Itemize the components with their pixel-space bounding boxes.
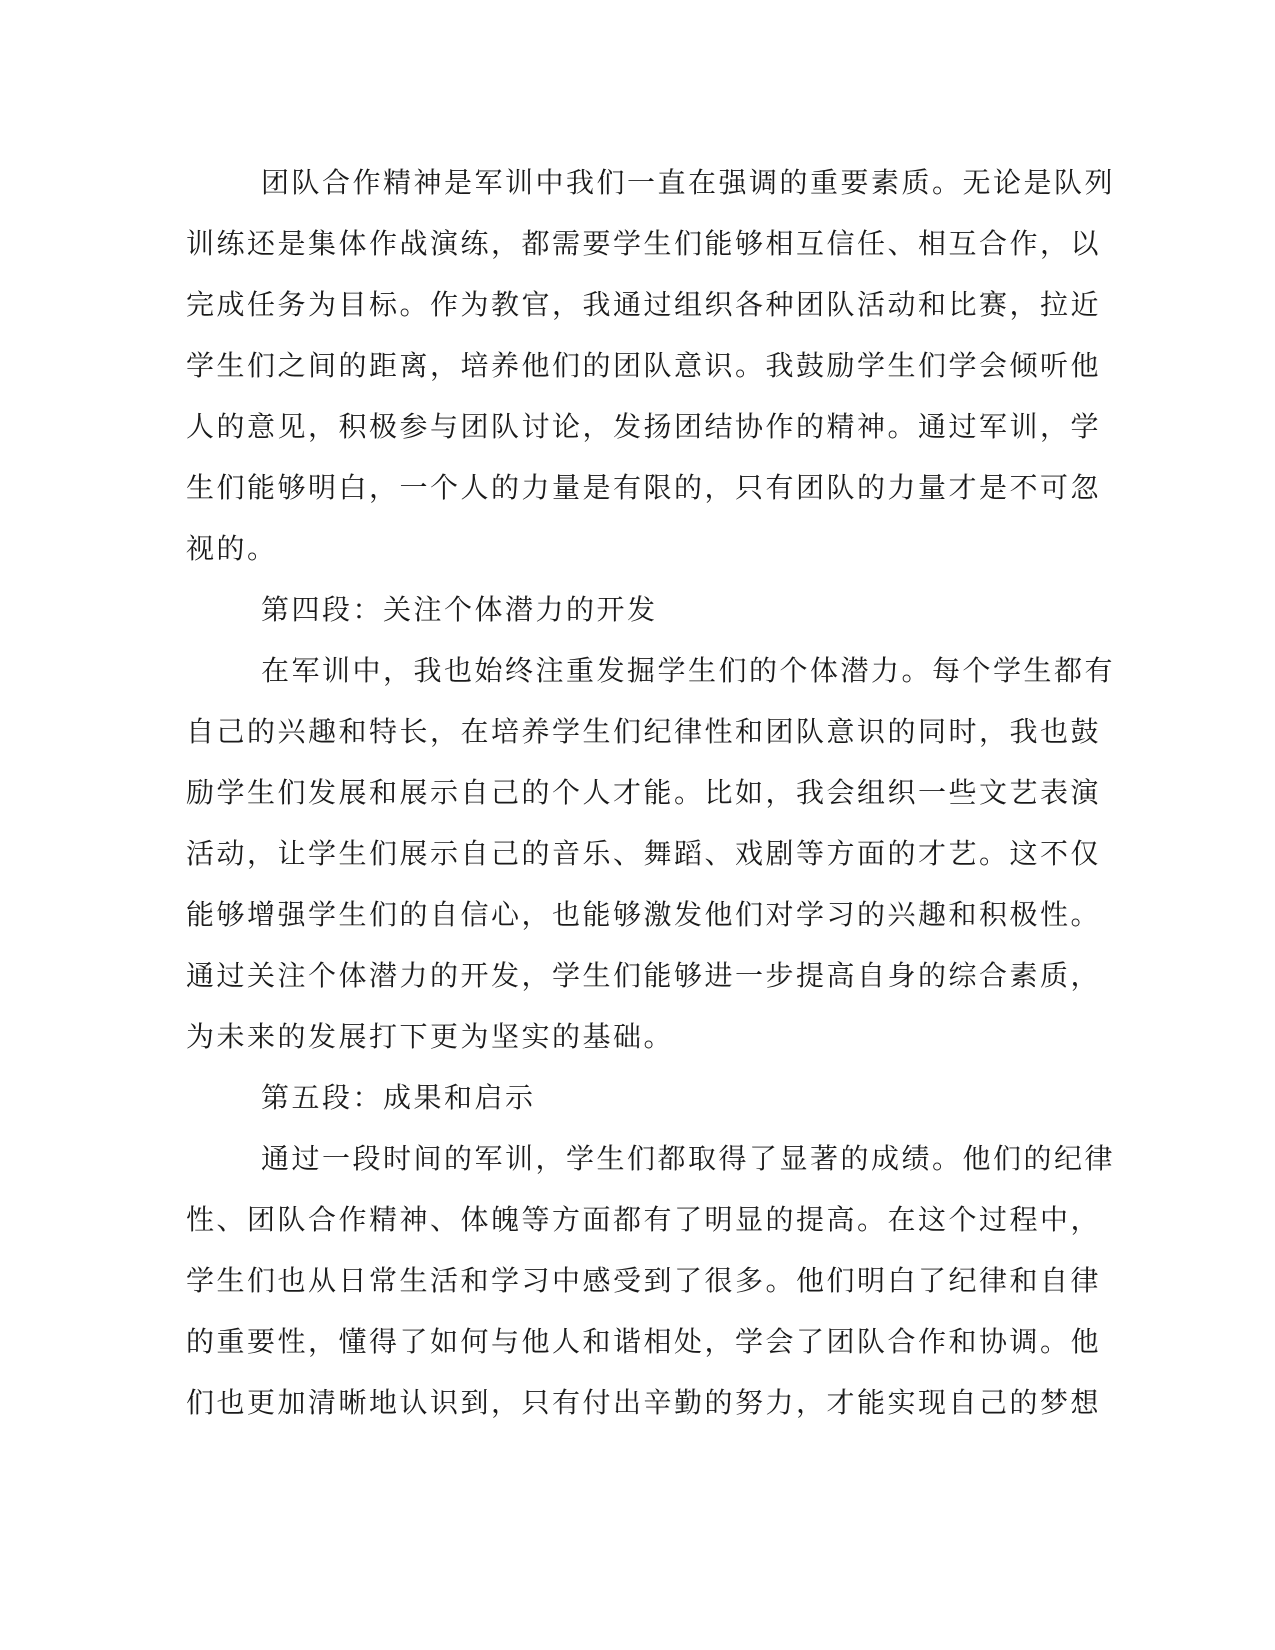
paragraph-5-line-3: 学生们也从日常生活和学习中感受到了很多。他们明白了纪律和自律 — [186, 1264, 1102, 1297]
paragraph-3-line-1: 团队合作精神是军训中我们一直在强调的重要素质。无论是队列 — [261, 166, 1116, 199]
paragraph-3-line-7: 视的。 — [186, 532, 278, 565]
paragraph-4-line-1: 在军训中，我也始终注重发掘学生们的个体潜力。每个学生都有 — [261, 654, 1116, 687]
paragraph-3-line-5: 人的意见，积极参与团队讨论，发扬团结协作的精神。通过军训，学 — [186, 410, 1102, 443]
section-5-heading: 第五段：成果和启示 — [261, 1081, 536, 1114]
paragraph-4-line-7: 为未来的发展打下更为坚实的基础。 — [186, 1020, 675, 1053]
paragraph-4-line-4: 活动，让学生们展示自己的音乐、舞蹈、戏剧等方面的才艺。这不仅 — [186, 837, 1102, 870]
paragraph-3-line-6: 生们能够明白，一个人的力量是有限的，只有团队的力量才是不可忽 — [186, 471, 1102, 504]
paragraph-3-line-3: 完成任务为目标。作为教官，我通过组织各种团队活动和比赛，拉近 — [186, 288, 1102, 321]
paragraph-5-line-4: 的重要性，懂得了如何与他人和谐相处，学会了团队合作和协调。他 — [186, 1325, 1102, 1358]
paragraph-5-line-5: 们也更加清晰地认识到，只有付出辛勤的努力，才能实现自己的梦想 — [186, 1386, 1102, 1419]
paragraph-4-line-2: 自己的兴趣和特长，在培养学生们纪律性和团队意识的同时，我也鼓 — [186, 715, 1102, 748]
paragraph-3-line-4: 学生们之间的距离，培养他们的团队意识。我鼓励学生们学会倾听他 — [186, 349, 1102, 382]
paragraph-4-line-6: 通过关注个体潜力的开发，学生们能够进一步提高自身的综合素质， — [186, 959, 1102, 992]
paragraph-4-line-3: 励学生们发展和展示自己的个人才能。比如，我会组织一些文艺表演 — [186, 776, 1102, 809]
paragraph-5-line-2: 性、团队合作精神、体魄等方面都有了明显的提高。在这个过程中， — [186, 1203, 1102, 1236]
paragraph-5-line-1: 通过一段时间的军训，学生们都取得了显著的成绩。他们的纪律 — [261, 1142, 1116, 1175]
section-4-heading: 第四段：关注个体潜力的开发 — [261, 593, 658, 626]
paragraph-3-line-2: 训练还是集体作战演练，都需要学生们能够相互信任、相互合作，以 — [186, 227, 1102, 260]
document-body — [186, 163, 1116, 1444]
paragraph-4-line-5: 能够增强学生们的自信心，也能够激发他们对学习的兴趣和积极性。 — [186, 898, 1102, 931]
